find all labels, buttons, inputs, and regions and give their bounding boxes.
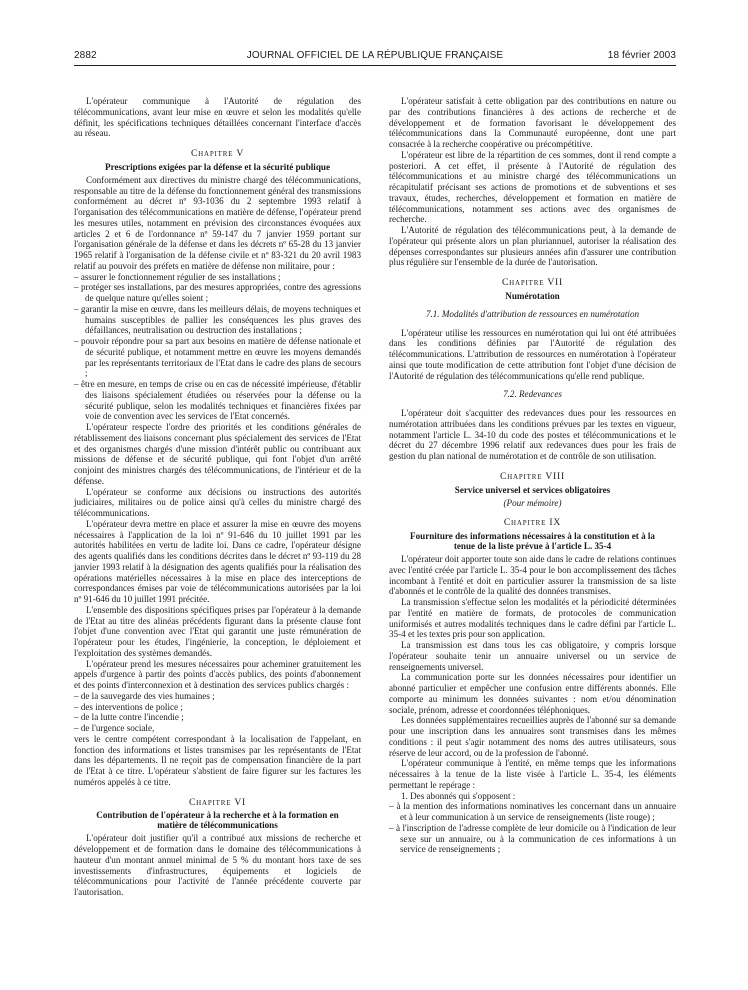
list-item: – à l'inscription de l'adresse complète de leur domicile ou à l'indication de leur sexe sur un annuaire, ou à la communication de ces informations à un service de renseignements ; bbox=[389, 823, 676, 855]
chapter-title: Service universel et services obligatoires bbox=[454, 484, 611, 495]
chapter-title: Fourniture des informations nécessaires à la constitution et à la tenue de la liste prévue à l'article L. 35-4 bbox=[410, 531, 655, 551]
paragraph: L'ensemble des dispositions spécifiques prises par l'opérateur à la demande de l'Etat au titre des alinéas précédents figurant dans la présente clause font l'objet d'une convention avec l'Etat qui garantit une juste rémunération de l'opérateur pour les études, l'ingénierie, la conception, le déploiement et l'exploitation des systèmes demandés. bbox=[74, 604, 361, 658]
chapter-note: (Pour mémoire) bbox=[503, 497, 562, 508]
bullet-list bbox=[74, 691, 361, 734]
paragraph: L'opérateur communique à l'Autorité de régulation des télécommunications, avant leur mise en œuvre et selon les modalités qu'elle définit, les spécifications techniques détaillées concernant l'interface d'accès au réseau. bbox=[74, 96, 361, 139]
paragraph: vers le centre compétent correspondant à la localisation de l'appelant, en fonction des informations et listes transmises par les représentants de l'Etat dans les départements. Il ne reçoit pas de compensation financière de la part de l'Etat à ce titre. L'opérateur s'abstient de faire figurer sur les factures les numéros appelés à ce titre. bbox=[74, 733, 361, 787]
paragraph: L'opérateur se conforme aux décisions ou instructions des autorités judiciaires, militaires ou de police ainsi qu'à celles du ministre chargé des télécommunications. bbox=[74, 486, 361, 518]
paragraph: L'Autorité de régulation des télécommunications peut, à la demande de l'opérateur qui présente alors un plan pluriannuel, autoriser la réalisation des dépenses correspondantes sur plusieurs années afin d'assurer une contribution plus régulière sur l'ensemble de la durée de l'autorisation. bbox=[389, 225, 676, 268]
chapter-heading: Chapitre VI bbox=[188, 796, 247, 808]
chapter-heading: Chapitre IX bbox=[503, 517, 562, 529]
paragraph: L'opérateur satisfait à cette obligation par des contributions en nature ou par des contributions financières à des actions de recherche et de développement et de formation favorisant le développement des télécommunications dans la Communauté européenne, dont une part consacrée à la recherche coopérative ou précompétitive. bbox=[389, 96, 676, 149]
chapter-title: Contribution de l'opérateur à la recherche et à la formation en matière de télécommunications bbox=[96, 810, 339, 831]
list-item: – à la mention des informations nominatives les concernant dans un annuaire et à leur communication à un service de renseignements (liste rouge) ; bbox=[389, 801, 676, 823]
list-item: – garantir la mise en œuvre, dans les meilleurs délais, de moyens techniques et humains susceptibles de pallier les conséquences les plus graves des défaillances, neutralisation ou destruction des installations ; bbox=[74, 304, 361, 336]
left-column bbox=[74, 96, 361, 898]
paragraph: L'opérateur communique à l'entité, en même temps que les informations nécessaires à la tenue de la liste visée à l'article L. 35-4, les éléments permettant le repérage : bbox=[389, 758, 676, 790]
chapter-heading: Chapitre VIII bbox=[499, 470, 566, 482]
list-item: – des interventions de police ; bbox=[74, 702, 361, 713]
list-item: – de la sauvegarde des vies humaines ; bbox=[74, 691, 361, 702]
journal-title: JOURNAL OFFICIEL DE LA RÉPUBLIQUE FRANÇAISE bbox=[246, 50, 504, 61]
paragraph: La communication porte sur les données nécessaires pour identifier un abonné particulier et empêcher une confusion entre différents abonnés. Elle comporte au minimum les données suivantes : nom et/ou dénomination sociale, prénom, adresse et coordonnées téléphoniques. bbox=[389, 672, 676, 715]
paragraph: L'opérateur doit apporter toute son aide dans le cadre de relations continues avec l'entité créée par l'article L. 35-4 pour le bon accomplissement des tâches incombant à l'entité et doit en particulier assurer la transmission de sa liste d'abonnés et le contrôle de la qualité des données transmises. bbox=[389, 554, 676, 597]
paragraph: Les données supplémentaires recueillies auprès de l'abonné sur sa demande pour une inscription dans les annuaires sont transmises dans les mêmes conditions : il peut s'agir notamment des noms des autres utilisateurs, sous réserve de leur accord, ou de la profession de l'abonné. bbox=[389, 715, 676, 758]
chapter-heading: Chapitre VII bbox=[501, 277, 564, 288]
list-item: – de la lutte contre l'incendie ; bbox=[74, 712, 361, 723]
list-item: – assurer le fonctionnement régulier de ses installations ; bbox=[74, 272, 361, 283]
paragraph: L'opérateur prend les mesures nécessaires pour acheminer gratuitement les appels d'urgence à partir des points d'accès publics, des points d'abonnement et des points d'interconnexion et à destination des services publics chargés : bbox=[74, 658, 361, 690]
bullet-list bbox=[74, 272, 361, 423]
issue-date: 18 février 2003 bbox=[607, 50, 676, 61]
page-header bbox=[74, 50, 676, 64]
section-heading: 7.1. Modalités d'attribution de ressources en numérotation bbox=[425, 308, 640, 319]
paragraph: L'opérateur est libre de la répartition de ces sommes, dont il rend compte a posteriori. A cet effet, il présente à l'Autorité de régulation des télécommunications et au ministre chargé des télécommunications un récapitulatif précisant ses actions de promotions et de subventions et ses travaux, études, recherches, développement et formation en matière de télécommunications, notamment ses actions avec des organismes de recherche. bbox=[389, 149, 676, 225]
header-rule bbox=[74, 65, 676, 66]
chapter-heading: Chapitre V bbox=[190, 148, 245, 159]
paragraph: La transmission s'effectue selon les modalités et la périodicité déterminées par l'entité en matière de formats, de protocoles de communication uniformisés et autres modalités techniques dans le cadre défini par l'article L. 35-4 et les textes pris pour son application. bbox=[389, 597, 676, 640]
paragraph: L'opérateur doit s'acquitter des redevances dues pour les ressources en numérotation attribuées dans les conditions prévues par les textes en vigueur, notamment l'article L. 34-10 du code des postes et télécommunications et le décret du 27 décembre 1996 relatif aux redevances dues pour les frais de gestion du plan national de numérotation et de contrôle de son utilisation. bbox=[389, 408, 676, 461]
paragraph: L'opérateur utilise les ressources en numérotation qui lui ont été attribuées dans les conditions définies par l'Autorité de régulation des télécommunications. L'attribution de ressources en numérotation à l'opérateur ainsi que toute modification de cette attribution font l'objet d'une décision de l'Autorité de régulation des télécommunications qu'elle rend publique. bbox=[389, 327, 676, 381]
paragraph: L'opérateur devra mettre en place et assurer la mise en œuvre des moyens nécessaires à l'application de la loi nº 91-646 du 10 juillet 1991 par les autorités habilitées en vertu de ladite loi. Dans ce cadre, l'opérateur désigne des agents qualifiés dans les conditions décrites dans le décret nº 93-119 du 28 janvier 1993 relatif à la désignation des agents qualifiés pour la réalisation des opérations matérielles nécessaires à la mise en place des interceptions de correspondances émises par voie de télécommunications autorisées par la loi nº 91-646 du 10 juillet 1991 précitée. bbox=[74, 518, 361, 604]
list-item: – être en mesure, en temps de crise ou en cas de nécessité impérieuse, d'établir des liaisons spécialement étudiées ou réservées pour la défense ou la sécurité publique, selon les modalités techniques et financières fixées par voie de convention avec les services de l'Etat concernés. bbox=[74, 379, 361, 422]
page-number: 2882 bbox=[74, 50, 97, 61]
paragraph: L'opérateur doit justifier qu'il a contribué aux missions de recherche et développement et de formation dans le domaine des télécommunications à hauteur d'un montant annuel minimal de 5 % du montant hors taxe de ses investissements d'infrastructures, équipements et logiciels de télécommunications pour l'activité de l'année précédente couverte par l'autorisation. bbox=[74, 833, 361, 897]
list-item: – protéger ses installations, par des mesures appropriées, contre des agressions de quelque nature qu'elles soient ; bbox=[74, 282, 361, 304]
bullet-list bbox=[389, 801, 676, 855]
paragraph: La transmission est dans tous les cas obligatoire, y compris lorsque l'opérateur souhaite tenir un annuaire universel ou un service de renseignements universel. bbox=[389, 640, 676, 672]
section-heading: 7.2. Redevances bbox=[503, 389, 562, 400]
list-item: – de l'urgence sociale, bbox=[74, 723, 361, 734]
right-column bbox=[389, 96, 676, 855]
chapter-title: Prescriptions exigées par la défense et la sécurité publique bbox=[105, 161, 330, 172]
list-item: – pouvoir répondre pour sa part aux besoins en matière de défense nationale et de sécurité publique, et notamment mettre en œuvre les moyens demandés par les représentants territoriaux de l'Etat dans le cadre des plans de secours ; bbox=[74, 336, 361, 379]
paragraph: Conformément aux directives du ministre chargé des télécommunications, responsable au titre de la défense du fonctionnement général des transmissions conformément au décret nº 93-1036 du 2 septembre 1993 relatif à l'organisation des télécommunications en matière de défense, l'opérateur prend les mesures utiles, notamment en prévision des circonstances évoquées aux articles 2 et 6 de l'ordonnance nº 59-147 du 7 janvier 1959 portant sur l'organisation générale de la défense et dans les décrets nº 65-28 du 13 janvier 1965 relatif à l'organisation de la défense civile et nº 83-321 du 20 avril 1983 relatif au pouvoir des préfets en matière de défense non militaire, pour : bbox=[74, 174, 361, 271]
chapter-title: Numérotation bbox=[505, 290, 560, 301]
paragraph: 1. Des abonnés qui s'opposent : bbox=[401, 790, 516, 801]
paragraph: L'opérateur respecte l'ordre des priorités et les conditions générales de rétablissement des liaisons concernant plus spécialement des services de l'Etat et des organismes chargés d'une mission d'intérêt public ou contribuant aux missions de défense et de sécurité publique, qui font l'objet d'un arrêté conjoint des ministres chargés des télécommunications, de l'intérieur et de la défense. bbox=[74, 422, 361, 486]
